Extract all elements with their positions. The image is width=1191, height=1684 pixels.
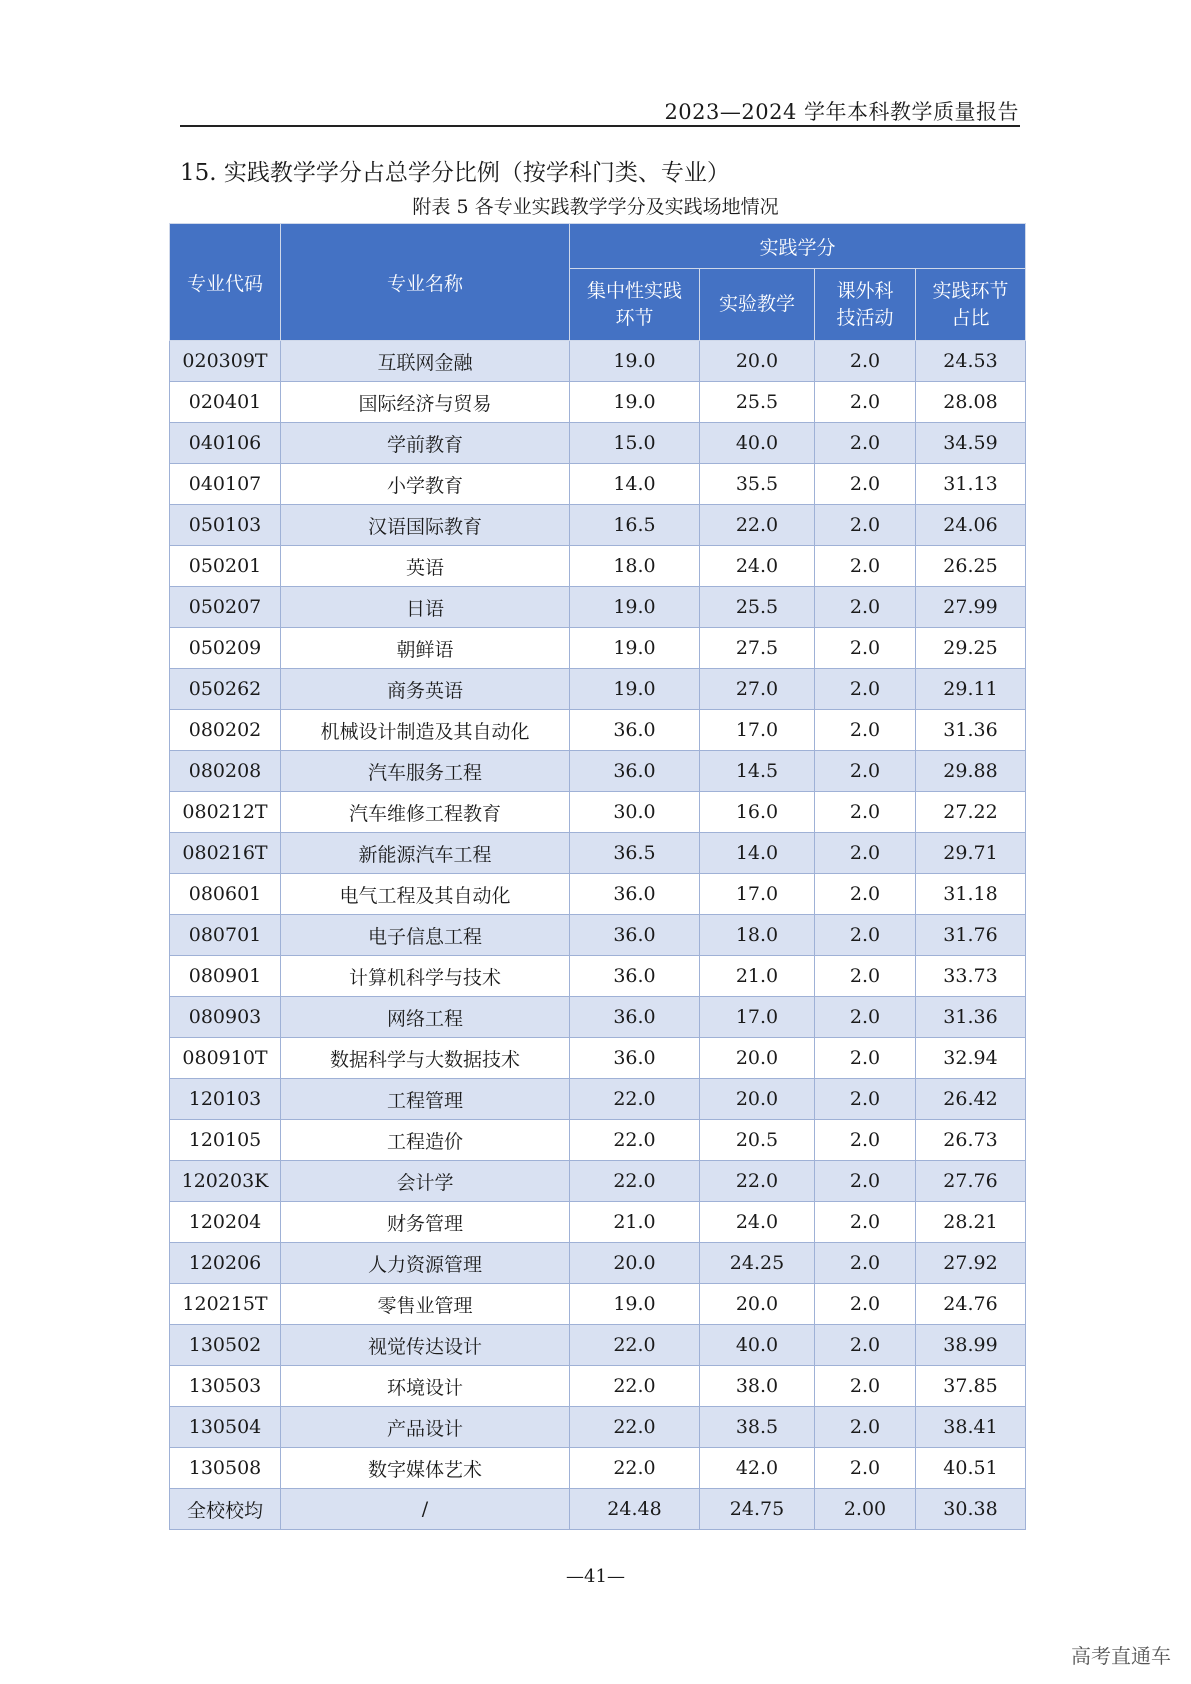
cell-concentrated-practice: 24.48 xyxy=(570,1489,700,1530)
cell-major-code: 080212T xyxy=(170,792,281,833)
header-practice-credits: 实践学分 xyxy=(570,224,1026,269)
table-row xyxy=(170,1407,1026,1448)
cell-major-name: 财务管理 xyxy=(281,1202,570,1243)
table-row xyxy=(170,833,1026,874)
cell-extracurricular-activities: 2.0 xyxy=(815,1243,916,1284)
cell-major-code: 050262 xyxy=(170,669,281,710)
cell-major-code: 050103 xyxy=(170,505,281,546)
table-row xyxy=(170,1366,1026,1407)
cell-experiment-teaching: 17.0 xyxy=(700,710,815,751)
cell-practice-ratio: 31.18 xyxy=(916,874,1026,915)
cell-major-name: 商务英语 xyxy=(281,669,570,710)
cell-major-name: 新能源汽车工程 xyxy=(281,833,570,874)
cell-concentrated-practice: 22.0 xyxy=(570,1407,700,1448)
cell-major-name: 会计学 xyxy=(281,1161,570,1202)
cell-experiment-teaching: 20.0 xyxy=(700,1038,815,1079)
cell-major-code: 080208 xyxy=(170,751,281,792)
cell-extracurricular-activities: 2.0 xyxy=(815,669,916,710)
cell-experiment-teaching: 18.0 xyxy=(700,915,815,956)
cell-extracurricular-activities: 2.0 xyxy=(815,546,916,587)
cell-major-code: 全校校均 xyxy=(170,1489,281,1530)
cell-practice-ratio: 31.36 xyxy=(916,997,1026,1038)
cell-practice-ratio: 38.99 xyxy=(916,1325,1026,1366)
cell-extracurricular-activities: 2.0 xyxy=(815,1366,916,1407)
cell-major-code: 080903 xyxy=(170,997,281,1038)
header-concentrated-practice: 集中性实践 环节 xyxy=(570,269,700,341)
cell-major-code: 130504 xyxy=(170,1407,281,1448)
cell-major-code: 020309T xyxy=(170,341,281,382)
cell-experiment-teaching: 24.0 xyxy=(700,1202,815,1243)
cell-concentrated-practice: 19.0 xyxy=(570,341,700,382)
cell-major-name: 计算机科学与技术 xyxy=(281,956,570,997)
cell-practice-ratio: 26.25 xyxy=(916,546,1026,587)
cell-experiment-teaching: 17.0 xyxy=(700,997,815,1038)
cell-practice-ratio: 29.88 xyxy=(916,751,1026,792)
cell-practice-ratio: 30.38 xyxy=(916,1489,1026,1530)
cell-extracurricular-activities: 2.0 xyxy=(815,956,916,997)
cell-major-code: 130502 xyxy=(170,1325,281,1366)
cell-concentrated-practice: 19.0 xyxy=(570,1284,700,1325)
cell-major-name: 国际经济与贸易 xyxy=(281,382,570,423)
cell-practice-ratio: 29.71 xyxy=(916,833,1026,874)
cell-major-code: 120215T xyxy=(170,1284,281,1325)
cell-experiment-teaching: 20.5 xyxy=(700,1120,815,1161)
cell-major-name: 电气工程及其自动化 xyxy=(281,874,570,915)
cell-concentrated-practice: 36.0 xyxy=(570,874,700,915)
cell-experiment-teaching: 24.0 xyxy=(700,546,815,587)
cell-major-name: 产品设计 xyxy=(281,1407,570,1448)
cell-experiment-teaching: 35.5 xyxy=(700,464,815,505)
cell-experiment-teaching: 16.0 xyxy=(700,792,815,833)
table-body xyxy=(170,341,1026,1530)
cell-major-name: 汉语国际教育 xyxy=(281,505,570,546)
table-row xyxy=(170,341,1026,382)
cell-experiment-teaching: 14.5 xyxy=(700,751,815,792)
cell-major-code: 050207 xyxy=(170,587,281,628)
cell-major-code: 080701 xyxy=(170,915,281,956)
cell-major-code: 130508 xyxy=(170,1448,281,1489)
cell-concentrated-practice: 36.0 xyxy=(570,915,700,956)
cell-practice-ratio: 31.36 xyxy=(916,710,1026,751)
cell-major-name: 环境设计 xyxy=(281,1366,570,1407)
cell-concentrated-practice: 36.0 xyxy=(570,997,700,1038)
cell-extracurricular-activities: 2.0 xyxy=(815,1325,916,1366)
table-caption: 附表 5 各专业实践教学学分及实践场地情况 xyxy=(412,196,779,218)
cell-experiment-teaching: 25.5 xyxy=(700,382,815,423)
cell-concentrated-practice: 22.0 xyxy=(570,1120,700,1161)
cell-major-code: 130503 xyxy=(170,1366,281,1407)
cell-concentrated-practice: 14.0 xyxy=(570,464,700,505)
cell-practice-ratio: 31.76 xyxy=(916,915,1026,956)
cell-major-code: 040106 xyxy=(170,423,281,464)
cell-major-name: 学前教育 xyxy=(281,423,570,464)
cell-concentrated-practice: 36.0 xyxy=(570,751,700,792)
cell-concentrated-practice: 19.0 xyxy=(570,382,700,423)
cell-major-name: 工程管理 xyxy=(281,1079,570,1120)
cell-extracurricular-activities: 2.0 xyxy=(815,382,916,423)
cell-extracurricular-activities: 2.0 xyxy=(815,628,916,669)
cell-practice-ratio: 27.99 xyxy=(916,587,1026,628)
cell-concentrated-practice: 22.0 xyxy=(570,1161,700,1202)
cell-practice-ratio: 24.53 xyxy=(916,341,1026,382)
cell-extracurricular-activities: 2.0 xyxy=(815,792,916,833)
cell-extracurricular-activities: 2.0 xyxy=(815,1407,916,1448)
cell-concentrated-practice: 22.0 xyxy=(570,1079,700,1120)
cell-major-name: 汽车维修工程教育 xyxy=(281,792,570,833)
cell-major-code: 080601 xyxy=(170,874,281,915)
header-experiment-teaching: 实验教学 xyxy=(700,269,815,341)
cell-major-code: 120103 xyxy=(170,1079,281,1120)
cell-major-code: 120204 xyxy=(170,1202,281,1243)
cell-experiment-teaching: 38.5 xyxy=(700,1407,815,1448)
table-row xyxy=(170,1161,1026,1202)
cell-extracurricular-activities: 2.0 xyxy=(815,1079,916,1120)
cell-extracurricular-activities: 2.0 xyxy=(815,874,916,915)
cell-concentrated-practice: 15.0 xyxy=(570,423,700,464)
cell-extracurricular-activities: 2.0 xyxy=(815,1038,916,1079)
cell-practice-ratio: 34.59 xyxy=(916,423,1026,464)
table-row xyxy=(170,423,1026,464)
cell-concentrated-practice: 19.0 xyxy=(570,669,700,710)
cell-experiment-teaching: 40.0 xyxy=(700,423,815,464)
cell-major-name: 汽车服务工程 xyxy=(281,751,570,792)
cell-extracurricular-activities: 2.0 xyxy=(815,587,916,628)
cell-major-name: 视觉传达设计 xyxy=(281,1325,570,1366)
cell-major-name: 电子信息工程 xyxy=(281,915,570,956)
table-row xyxy=(170,1284,1026,1325)
table-row xyxy=(170,1448,1026,1489)
cell-extracurricular-activities: 2.0 xyxy=(815,1161,916,1202)
cell-extracurricular-activities: 2.0 xyxy=(815,833,916,874)
cell-extracurricular-activities: 2.0 xyxy=(815,1448,916,1489)
cell-major-name: 朝鲜语 xyxy=(281,628,570,669)
cell-major-name: 互联网金融 xyxy=(281,341,570,382)
cell-concentrated-practice: 19.0 xyxy=(570,587,700,628)
cell-practice-ratio: 24.06 xyxy=(916,505,1026,546)
cell-practice-ratio: 29.11 xyxy=(916,669,1026,710)
cell-concentrated-practice: 36.0 xyxy=(570,1038,700,1079)
cell-major-code: 080901 xyxy=(170,956,281,997)
cell-major-name: 小学教育 xyxy=(281,464,570,505)
cell-experiment-teaching: 20.0 xyxy=(700,1284,815,1325)
cell-major-code: 050209 xyxy=(170,628,281,669)
table-row xyxy=(170,874,1026,915)
cell-practice-ratio: 27.92 xyxy=(916,1243,1026,1284)
cell-extracurricular-activities: 2.00 xyxy=(815,1489,916,1530)
cell-extracurricular-activities: 2.0 xyxy=(815,997,916,1038)
cell-experiment-teaching: 20.0 xyxy=(700,1079,815,1120)
cell-major-name: 数字媒体艺术 xyxy=(281,1448,570,1489)
table-row xyxy=(170,915,1026,956)
cell-extracurricular-activities: 2.0 xyxy=(815,423,916,464)
table-row xyxy=(170,1120,1026,1161)
cell-practice-ratio: 26.73 xyxy=(916,1120,1026,1161)
table-row xyxy=(170,792,1026,833)
cell-major-code: 050201 xyxy=(170,546,281,587)
page-number: —41— xyxy=(566,1566,625,1587)
cell-major-name: 英语 xyxy=(281,546,570,587)
cell-major-code: 080216T xyxy=(170,833,281,874)
cell-practice-ratio: 27.76 xyxy=(916,1161,1026,1202)
cell-experiment-teaching: 14.0 xyxy=(700,833,815,874)
cell-concentrated-practice: 22.0 xyxy=(570,1448,700,1489)
header-major-name: 专业名称 xyxy=(281,224,570,341)
table-row xyxy=(170,1243,1026,1284)
header-divider xyxy=(180,125,1020,127)
cell-extracurricular-activities: 2.0 xyxy=(815,1284,916,1325)
table-row xyxy=(170,1202,1026,1243)
cell-practice-ratio: 31.13 xyxy=(916,464,1026,505)
cell-extracurricular-activities: 2.0 xyxy=(815,751,916,792)
cell-experiment-teaching: 17.0 xyxy=(700,874,815,915)
cell-practice-ratio: 24.76 xyxy=(916,1284,1026,1325)
cell-concentrated-practice: 36.0 xyxy=(570,956,700,997)
cell-experiment-teaching: 20.0 xyxy=(700,341,815,382)
cell-extracurricular-activities: 2.0 xyxy=(815,915,916,956)
cell-experiment-teaching: 27.0 xyxy=(700,669,815,710)
cell-major-code: 120105 xyxy=(170,1120,281,1161)
cell-major-code: 080910T xyxy=(170,1038,281,1079)
cell-major-code: 040107 xyxy=(170,464,281,505)
cell-major-code: 120203K xyxy=(170,1161,281,1202)
cell-experiment-teaching: 22.0 xyxy=(700,505,815,546)
cell-experiment-teaching: 42.0 xyxy=(700,1448,815,1489)
table-row xyxy=(170,382,1026,423)
cell-extracurricular-activities: 2.0 xyxy=(815,710,916,751)
cell-concentrated-practice: 30.0 xyxy=(570,792,700,833)
table-row xyxy=(170,546,1026,587)
cell-practice-ratio: 37.85 xyxy=(916,1366,1026,1407)
cell-experiment-teaching: 27.5 xyxy=(700,628,815,669)
cell-major-code: 080202 xyxy=(170,710,281,751)
cell-concentrated-practice: 20.0 xyxy=(570,1243,700,1284)
cell-major-name: 数据科学与大数据技术 xyxy=(281,1038,570,1079)
table-row xyxy=(170,997,1026,1038)
cell-major-name: / xyxy=(281,1489,570,1530)
table-row xyxy=(170,669,1026,710)
table-row xyxy=(170,1325,1026,1366)
cell-experiment-teaching: 22.0 xyxy=(700,1161,815,1202)
cell-practice-ratio: 28.21 xyxy=(916,1202,1026,1243)
cell-major-name: 网络工程 xyxy=(281,997,570,1038)
header-extracurricular-activities: 课外科 技活动 xyxy=(815,269,916,341)
practice-credits-table xyxy=(169,223,1026,1530)
cell-concentrated-practice: 22.0 xyxy=(570,1366,700,1407)
cell-major-name: 人力资源管理 xyxy=(281,1243,570,1284)
header-major-code: 专业代码 xyxy=(170,224,281,341)
cell-major-name: 日语 xyxy=(281,587,570,628)
cell-experiment-teaching: 24.75 xyxy=(700,1489,815,1530)
watermark-text: 高考直通车 xyxy=(1071,1644,1171,1668)
table-row xyxy=(170,464,1026,505)
table-row xyxy=(170,710,1026,751)
cell-concentrated-practice: 16.5 xyxy=(570,505,700,546)
cell-concentrated-practice: 36.5 xyxy=(570,833,700,874)
cell-major-code: 120206 xyxy=(170,1243,281,1284)
cell-practice-ratio: 26.42 xyxy=(916,1079,1026,1120)
table-row xyxy=(170,505,1026,546)
section-title: 15. 实践教学学分占总学分比例（按学科门类、专业） xyxy=(180,160,730,186)
cell-practice-ratio: 28.08 xyxy=(916,382,1026,423)
cell-extracurricular-activities: 2.0 xyxy=(815,341,916,382)
cell-extracurricular-activities: 2.0 xyxy=(815,505,916,546)
cell-concentrated-practice: 36.0 xyxy=(570,710,700,751)
table-row xyxy=(170,628,1026,669)
report-header-title: 2023—2024 学年本科教学质量报告 xyxy=(664,100,1019,124)
cell-practice-ratio: 29.25 xyxy=(916,628,1026,669)
cell-experiment-teaching: 40.0 xyxy=(700,1325,815,1366)
cell-experiment-teaching: 21.0 xyxy=(700,956,815,997)
cell-extracurricular-activities: 2.0 xyxy=(815,1120,916,1161)
cell-practice-ratio: 38.41 xyxy=(916,1407,1026,1448)
table-row xyxy=(170,1038,1026,1079)
cell-concentrated-practice: 18.0 xyxy=(570,546,700,587)
table-row xyxy=(170,587,1026,628)
cell-major-name: 零售业管理 xyxy=(281,1284,570,1325)
cell-experiment-teaching: 38.0 xyxy=(700,1366,815,1407)
cell-extracurricular-activities: 2.0 xyxy=(815,464,916,505)
cell-concentrated-practice: 21.0 xyxy=(570,1202,700,1243)
cell-practice-ratio: 40.51 xyxy=(916,1448,1026,1489)
cell-practice-ratio: 27.22 xyxy=(916,792,1026,833)
cell-concentrated-practice: 22.0 xyxy=(570,1325,700,1366)
cell-major-code: 020401 xyxy=(170,382,281,423)
table-row xyxy=(170,1079,1026,1120)
cell-major-name: 机械设计制造及其自动化 xyxy=(281,710,570,751)
cell-experiment-teaching: 25.5 xyxy=(700,587,815,628)
table-row xyxy=(170,751,1026,792)
cell-concentrated-practice: 19.0 xyxy=(570,628,700,669)
cell-extracurricular-activities: 2.0 xyxy=(815,1202,916,1243)
table-row xyxy=(170,956,1026,997)
header-practice-ratio: 实践环节 占比 xyxy=(916,269,1026,341)
cell-practice-ratio: 33.73 xyxy=(916,956,1026,997)
cell-major-name: 工程造价 xyxy=(281,1120,570,1161)
cell-experiment-teaching: 24.25 xyxy=(700,1243,815,1284)
cell-practice-ratio: 32.94 xyxy=(916,1038,1026,1079)
table-row xyxy=(170,1489,1026,1530)
